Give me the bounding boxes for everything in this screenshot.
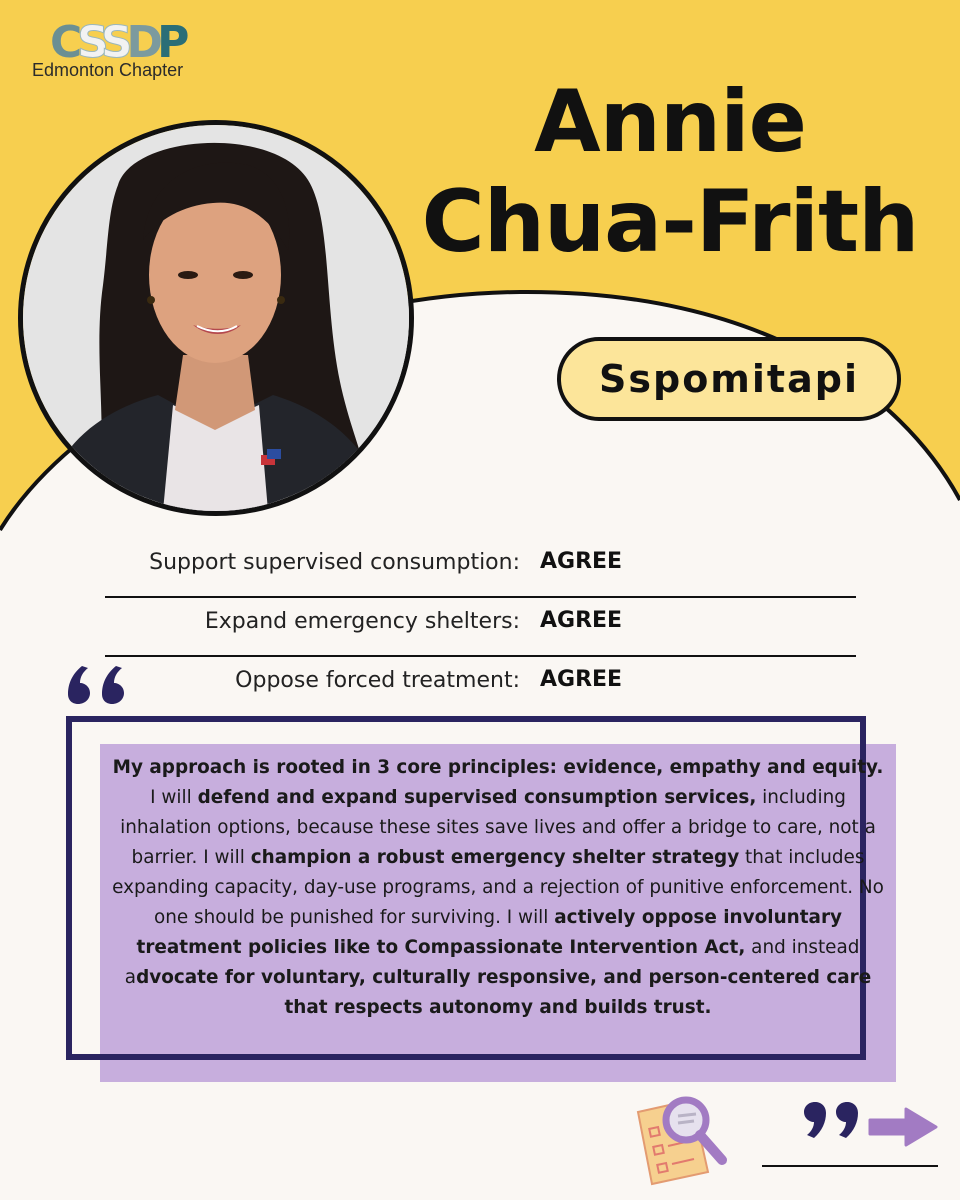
candidate-last-name: Chua-Frith bbox=[421, 172, 919, 272]
statement-segment: and instead a bbox=[124, 937, 860, 988]
candidate-statement bbox=[110, 753, 886, 1023]
statement-bold-segment: dvocate for voluntary, culturally responsive, and person-centered care that respects autonomy and builds trust. bbox=[136, 967, 872, 1018]
logo-mark: CSSDP bbox=[50, 17, 184, 68]
statement-segment: I will bbox=[150, 787, 198, 808]
position-value: AGREE bbox=[540, 667, 623, 692]
org-logo bbox=[30, 17, 220, 82]
candidate-name bbox=[390, 72, 950, 272]
chapter-name: Edmonton Chapter bbox=[32, 60, 184, 80]
position-value: AGREE bbox=[540, 608, 623, 633]
candidate-first-name: Annie bbox=[534, 72, 806, 172]
ward-badge: Sspomitapi bbox=[557, 337, 901, 421]
statement-bold-segment: actively oppose involuntary treatment policies like to Compassionate Intervention Act, bbox=[136, 907, 843, 958]
position-label: Expand emergency shelters: bbox=[204, 609, 520, 634]
position-value: AGREE bbox=[540, 549, 623, 574]
position-row-forced-treatment bbox=[105, 656, 856, 714]
footer-underline bbox=[762, 1165, 938, 1167]
arrow-right-icon bbox=[866, 1106, 938, 1148]
portrait-illustration bbox=[23, 125, 409, 511]
position-label: Oppose forced treatment: bbox=[235, 668, 520, 693]
position-row-supervised-consumption bbox=[105, 538, 856, 596]
quote-close-icon bbox=[802, 1100, 862, 1140]
quote-open-icon bbox=[66, 662, 130, 706]
statement-bold-segment: My approach is rooted in 3 core principles: evidence, empathy and equity. bbox=[112, 757, 884, 778]
statement-segment: including inhalation options, because these sites save lives and offer a bridge to care, not a barrier. I will bbox=[120, 787, 876, 868]
position-label: Support supervised consumption: bbox=[149, 550, 520, 575]
statement-bold-segment: defend and expand supervised consumption services, bbox=[197, 787, 757, 808]
position-row-emergency-shelters bbox=[105, 597, 856, 655]
statement-segment: that includes expanding capacity, day-use programs, and a rejection of punitive enforcement. No one should be punished for surviving. I will bbox=[112, 847, 884, 928]
statement-bold-segment: champion a robust emergency shelter strategy bbox=[250, 847, 740, 868]
checklist-magnifier-icon bbox=[630, 1090, 740, 1190]
candidate-photo bbox=[18, 120, 414, 516]
